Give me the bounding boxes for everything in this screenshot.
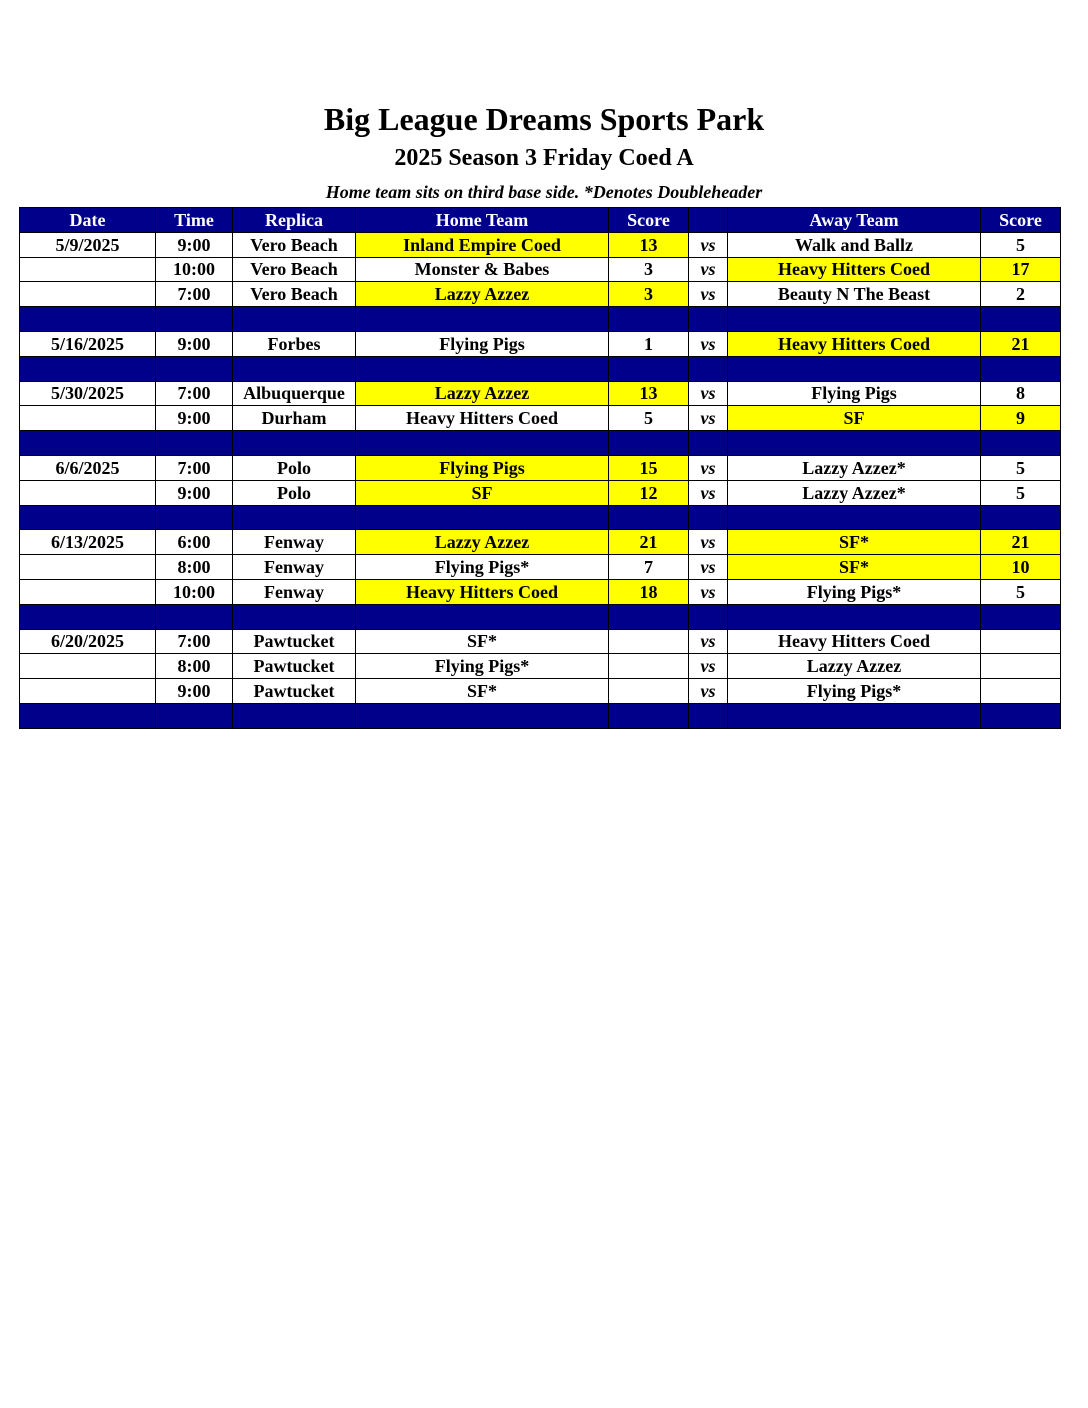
cell-home-score: 5 xyxy=(609,406,689,431)
cell-home-score: 15 xyxy=(609,455,689,480)
separator-cell xyxy=(728,356,981,381)
separator-cell xyxy=(981,307,1061,332)
separator-cell xyxy=(728,604,981,629)
cell-vs: vs xyxy=(689,579,728,604)
cell-time: 8:00 xyxy=(156,555,233,580)
cell-replica: Albuquerque xyxy=(233,381,356,406)
cell-vs: vs xyxy=(689,555,728,580)
cell-date xyxy=(20,654,156,679)
cell-replica: Fenway xyxy=(233,555,356,580)
schedule-note: Home team sits on third base side. *Denotes Doubleheader xyxy=(325,182,763,202)
game-row xyxy=(20,406,1061,431)
page-title: Big League Dreams Sports Park xyxy=(323,101,765,137)
cell-home-score: 7 xyxy=(609,555,689,580)
game-row xyxy=(20,232,1061,257)
cell-away-team: Walk and Ballz xyxy=(728,232,981,257)
cell-home-team: Flying Pigs* xyxy=(356,654,609,679)
cell-time: 9:00 xyxy=(156,331,233,356)
cell-home-score: 3 xyxy=(609,282,689,307)
separator-cell xyxy=(233,604,356,629)
cell-date: 5/16/2025 xyxy=(20,331,156,356)
cell-away-score: 9 xyxy=(981,406,1061,431)
separator-cell xyxy=(981,431,1061,456)
cell-date xyxy=(20,406,156,431)
game-row xyxy=(20,480,1061,505)
cell-home-score xyxy=(609,654,689,679)
separator-cell xyxy=(20,356,156,381)
cell-away-team: Lazzy Azzez xyxy=(728,654,981,679)
cell-away-team: SF* xyxy=(728,530,981,555)
separator-cell xyxy=(356,307,609,332)
cell-home-team: Heavy Hitters Coed xyxy=(356,406,609,431)
header-home-team: Home Team xyxy=(356,208,609,233)
separator-row xyxy=(20,703,1061,728)
cell-away-team: SF* xyxy=(728,555,981,580)
separator-cell xyxy=(156,356,233,381)
cell-time: 9:00 xyxy=(156,406,233,431)
separator-row xyxy=(20,505,1061,530)
separator-cell xyxy=(689,307,728,332)
separator-cell xyxy=(689,356,728,381)
cell-time: 6:00 xyxy=(156,530,233,555)
cell-home-team: Flying Pigs* xyxy=(356,555,609,580)
cell-date xyxy=(20,257,156,282)
cell-replica: Fenway xyxy=(233,579,356,604)
cell-away-team: Heavy Hitters Coed xyxy=(728,629,981,654)
separator-cell xyxy=(156,307,233,332)
separator-cell xyxy=(728,431,981,456)
separator-cell xyxy=(609,703,689,728)
cell-away-team: Beauty N The Beast xyxy=(728,282,981,307)
separator-cell xyxy=(356,604,609,629)
cell-away-team: SF xyxy=(728,406,981,431)
cell-date xyxy=(20,480,156,505)
cell-vs: vs xyxy=(689,480,728,505)
cell-home-team: Flying Pigs xyxy=(356,331,609,356)
cell-away-score xyxy=(981,629,1061,654)
cell-replica: Forbes xyxy=(233,331,356,356)
cell-home-score: 18 xyxy=(609,579,689,604)
cell-replica: Polo xyxy=(233,455,356,480)
game-row xyxy=(20,455,1061,480)
cell-replica: Vero Beach xyxy=(233,282,356,307)
cell-away-score xyxy=(981,679,1061,704)
cell-home-score: 21 xyxy=(609,530,689,555)
header-vs xyxy=(689,208,728,233)
cell-time: 7:00 xyxy=(156,629,233,654)
separator-cell xyxy=(609,356,689,381)
game-row xyxy=(20,555,1061,580)
cell-replica: Fenway xyxy=(233,530,356,555)
cell-away-score: 5 xyxy=(981,579,1061,604)
cell-date: 5/30/2025 xyxy=(20,381,156,406)
cell-home-team: Lazzy Azzez xyxy=(356,530,609,555)
separator-cell xyxy=(609,604,689,629)
cell-time: 7:00 xyxy=(156,282,233,307)
separator-cell xyxy=(356,505,609,530)
separator-cell xyxy=(689,505,728,530)
separator-cell xyxy=(981,703,1061,728)
cell-replica: Pawtucket xyxy=(233,629,356,654)
cell-away-team: Lazzy Azzez* xyxy=(728,455,981,480)
cell-away-score: 8 xyxy=(981,381,1061,406)
cell-home-team: SF xyxy=(356,480,609,505)
cell-away-team: Flying Pigs* xyxy=(728,679,981,704)
separator-cell xyxy=(356,431,609,456)
cell-vs: vs xyxy=(689,455,728,480)
game-row xyxy=(20,257,1061,282)
separator-cell xyxy=(609,505,689,530)
header-home-score: Score xyxy=(609,208,689,233)
cell-replica: Durham xyxy=(233,406,356,431)
cell-time: 10:00 xyxy=(156,257,233,282)
cell-away-score: 17 xyxy=(981,257,1061,282)
separator-row xyxy=(20,307,1061,332)
cell-away-score: 5 xyxy=(981,455,1061,480)
page-subtitle: 2025 Season 3 Friday Coed A xyxy=(394,145,694,171)
cell-home-team: Inland Empire Coed xyxy=(356,232,609,257)
game-row xyxy=(20,679,1061,704)
cell-vs: vs xyxy=(689,257,728,282)
cell-away-team: Lazzy Azzez* xyxy=(728,480,981,505)
cell-vs: vs xyxy=(689,381,728,406)
cell-home-team: Flying Pigs xyxy=(356,455,609,480)
cell-time: 7:00 xyxy=(156,455,233,480)
cell-home-team: SF* xyxy=(356,629,609,654)
cell-vs: vs xyxy=(689,282,728,307)
separator-cell xyxy=(609,307,689,332)
cell-date xyxy=(20,555,156,580)
cell-home-team: Monster & Babes xyxy=(356,257,609,282)
cell-home-score xyxy=(609,629,689,654)
separator-cell xyxy=(689,703,728,728)
separator-cell xyxy=(233,356,356,381)
cell-away-team: Heavy Hitters Coed xyxy=(728,257,981,282)
separator-cell xyxy=(728,307,981,332)
cell-date: 6/13/2025 xyxy=(20,530,156,555)
cell-vs: vs xyxy=(689,654,728,679)
cell-home-team: SF* xyxy=(356,679,609,704)
separator-cell xyxy=(689,431,728,456)
separator-cell xyxy=(20,307,156,332)
cell-away-team: Flying Pigs xyxy=(728,381,981,406)
cell-vs: vs xyxy=(689,679,728,704)
cell-home-score: 12 xyxy=(609,480,689,505)
separator-cell xyxy=(609,431,689,456)
cell-replica: Pawtucket xyxy=(233,654,356,679)
separator-cell xyxy=(981,604,1061,629)
separator-cell xyxy=(356,356,609,381)
cell-away-score: 5 xyxy=(981,232,1061,257)
game-row xyxy=(20,530,1061,555)
schedule-body xyxy=(20,232,1061,728)
cell-home-score: 13 xyxy=(609,232,689,257)
separator-cell xyxy=(156,431,233,456)
cell-home-score: 1 xyxy=(609,331,689,356)
cell-replica: Vero Beach xyxy=(233,257,356,282)
cell-vs: vs xyxy=(689,406,728,431)
cell-date: 6/6/2025 xyxy=(20,455,156,480)
header-row xyxy=(20,208,1061,233)
cell-time: 8:00 xyxy=(156,654,233,679)
cell-vs: vs xyxy=(689,331,728,356)
separator-cell xyxy=(20,604,156,629)
cell-time: 9:00 xyxy=(156,480,233,505)
cell-home-team: Lazzy Azzez xyxy=(356,381,609,406)
cell-vs: vs xyxy=(689,232,728,257)
cell-replica: Vero Beach xyxy=(233,232,356,257)
header-time: Time xyxy=(156,208,233,233)
separator-row xyxy=(20,356,1061,381)
cell-time: 9:00 xyxy=(156,679,233,704)
separator-cell xyxy=(233,505,356,530)
cell-time: 9:00 xyxy=(156,232,233,257)
cell-away-score: 21 xyxy=(981,331,1061,356)
cell-away-score xyxy=(981,654,1061,679)
separator-cell xyxy=(156,604,233,629)
cell-home-team: Lazzy Azzez xyxy=(356,282,609,307)
separator-cell xyxy=(20,703,156,728)
separator-cell xyxy=(156,703,233,728)
game-row xyxy=(20,654,1061,679)
game-row xyxy=(20,331,1061,356)
cell-date xyxy=(20,679,156,704)
game-row xyxy=(20,282,1061,307)
separator-cell xyxy=(728,505,981,530)
separator-row xyxy=(20,604,1061,629)
cell-away-team: Flying Pigs* xyxy=(728,579,981,604)
cell-date xyxy=(20,282,156,307)
header-away-score: Score xyxy=(981,208,1061,233)
separator-cell xyxy=(981,505,1061,530)
cell-away-score: 2 xyxy=(981,282,1061,307)
cell-away-score: 21 xyxy=(981,530,1061,555)
game-row xyxy=(20,629,1061,654)
cell-home-score xyxy=(609,679,689,704)
separator-cell xyxy=(689,604,728,629)
cell-date: 5/9/2025 xyxy=(20,232,156,257)
schedule-table xyxy=(19,207,1061,729)
cell-date: 6/20/2025 xyxy=(20,629,156,654)
cell-home-score: 13 xyxy=(609,381,689,406)
cell-home-team: Heavy Hitters Coed xyxy=(356,579,609,604)
cell-home-score: 3 xyxy=(609,257,689,282)
header-date: Date xyxy=(20,208,156,233)
header-replica: Replica xyxy=(233,208,356,233)
separator-cell xyxy=(233,703,356,728)
separator-cell xyxy=(20,505,156,530)
game-row xyxy=(20,381,1061,406)
separator-cell xyxy=(233,307,356,332)
cell-time: 7:00 xyxy=(156,381,233,406)
cell-away-score: 10 xyxy=(981,555,1061,580)
separator-cell xyxy=(156,505,233,530)
separator-cell xyxy=(356,703,609,728)
cell-vs: vs xyxy=(689,530,728,555)
cell-replica: Pawtucket xyxy=(233,679,356,704)
cell-away-team: Heavy Hitters Coed xyxy=(728,331,981,356)
separator-cell xyxy=(728,703,981,728)
game-row xyxy=(20,579,1061,604)
cell-date xyxy=(20,579,156,604)
cell-vs: vs xyxy=(689,629,728,654)
separator-cell xyxy=(233,431,356,456)
separator-cell xyxy=(20,431,156,456)
header-away-team: Away Team xyxy=(728,208,981,233)
separator-row xyxy=(20,431,1061,456)
separator-cell xyxy=(981,356,1061,381)
cell-away-score: 5 xyxy=(981,480,1061,505)
cell-time: 10:00 xyxy=(156,579,233,604)
cell-replica: Polo xyxy=(233,480,356,505)
